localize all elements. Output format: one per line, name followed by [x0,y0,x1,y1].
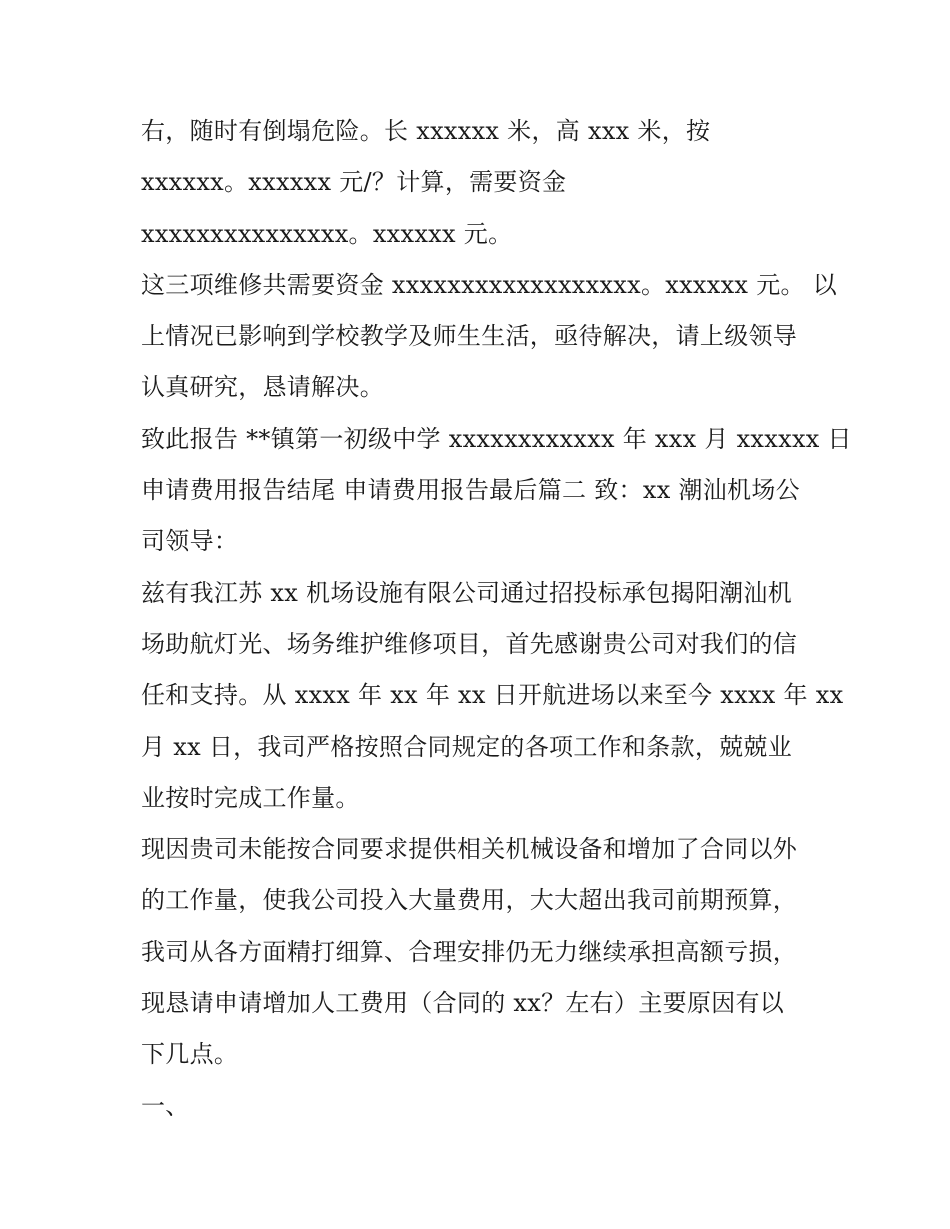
text-line: 现因贵司未能按合同要求提供相关机械设备和增加了合同以外 [141,835,798,864]
text-line: 认真研究，恳请解决。 [141,373,384,402]
text-line: xxxxxxxxxxxxxxx。xxxxxx 元。 [141,219,513,248]
text-line: 兹有我江苏 xx 机场设施有限公司通过招投标承包揭阳潮汕机 [141,578,793,607]
text-line: xxxxxx。xxxxxx 元/？计算，需要资金 [141,168,567,197]
document-body [141,106,852,1132]
text-line: 我司从各方面精打细算、合理安排仍无力继续承担高额亏损， [141,937,798,966]
text-line: 一、 [141,1091,190,1120]
text-line: 任和支持。从 xxxx 年 xx 年 xx 日开航进场以来至今 xxxx 年 xx [141,681,844,710]
text-line: 现恳请申请增加人工费用（合同的 xx？左右）主要原因有以 [141,989,785,1018]
text-line: 业按时完成工作量。 [141,783,360,812]
text-line: 这三项维修共需要资金 xxxxxxxxxxxxxxxxxx。xxxxxx 元。 以 [141,270,838,299]
text-line: 司领导： [141,527,239,556]
text-line: 场助航灯光、场务维护维修项目，首先感谢贵公司对我们的信 [141,629,798,658]
text-line: 致此报告 **镇第一初级中学 xxxxxxxxxxxx 年 xxx 月 xxxxxx 日 [141,424,852,453]
text-line: 上情况已影响到学校教学及师生生活，亟待解决，请上级领导 [141,322,798,351]
text-line: 下几点。 [141,1040,239,1069]
text-line: 的工作量，使我公司投入大量费用，大大超出我司前期预算， [141,886,798,915]
text-line: 月 xx 日，我司严格按照合同规定的各项工作和条款，兢兢业 [141,732,793,761]
text-line: 申请费用报告结尾 申请费用报告最后篇二 致：xx 潮汕机场公 [141,476,800,505]
text-line: 右，随时有倒塌危险。长 xxxxxx 米，高 xxx 米，按 [141,117,711,145]
